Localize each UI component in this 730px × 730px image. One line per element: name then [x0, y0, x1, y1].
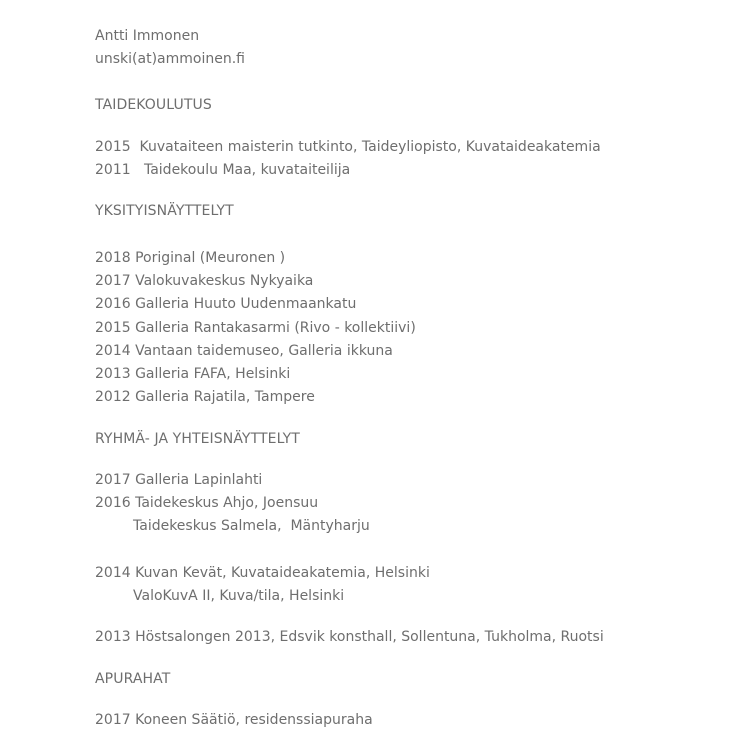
artist-name: Antti Immonen	[95, 28, 200, 44]
grant-entry: 2017 Koneen Säätiö, residenssiapuraha	[95, 712, 373, 728]
solo-exhibition-entry: 2018 Poriginal (Meuronen )	[95, 250, 286, 266]
solo-exhibition-entry: 2014 Vantaan taidemuseo, Galleria ikkuna	[95, 343, 393, 359]
section-heading-grants: APURAHAT	[95, 671, 171, 687]
education-entry: 2011 Taidekoulu Maa, kuvataiteilija	[95, 162, 351, 178]
group-exhibition-entry: ValoKuvA II, Kuva/tila, Helsinki	[133, 588, 345, 604]
solo-exhibition-entry: 2015 Galleria Rantakasarmi (Rivo - kollektiivi)	[95, 320, 416, 336]
group-exhibition-entry: 2017 Galleria Lapinlahti	[95, 472, 263, 488]
group-exhibition-entry: 2013 Höstsalongen 2013, Edsvik konsthall, Sollentuna, Tukholma, Ruotsi	[95, 629, 604, 645]
section-heading-education: TAIDEKOULUTUS	[95, 97, 212, 113]
email-link[interactable]: unski(at)ammoinen.fi	[95, 51, 245, 67]
group-exhibition-entry: 2016 Taidekeskus Ahjo, Joensuu	[95, 495, 319, 511]
group-exhibition-entry: Taidekeskus Salmela, Mäntyharju	[133, 518, 370, 534]
solo-exhibition-entry: 2012 Galleria Rajatila, Tampere	[95, 389, 315, 405]
group-exhibition-entry: 2014 Kuvan Kevät, Kuvataideakatemia, Helsinki	[95, 565, 430, 581]
solo-exhibition-entry: 2016 Galleria Huuto Uudenmaankatu	[95, 296, 357, 312]
section-heading-group-exhibitions: RYHMÄ- JA YHTEISNÄYTTELYT	[95, 431, 300, 447]
section-heading-solo-exhibitions: YKSITYISNÄYTTELYT	[95, 203, 234, 219]
solo-exhibition-entry: 2017 Valokuvakeskus Nykyaika	[95, 273, 314, 289]
education-entry: 2015 Kuvataiteen maisterin tutkinto, Taideyliopisto, Kuvataideakatemia	[95, 139, 601, 155]
solo-exhibition-entry: 2013 Galleria FAFA, Helsinki	[95, 366, 291, 382]
